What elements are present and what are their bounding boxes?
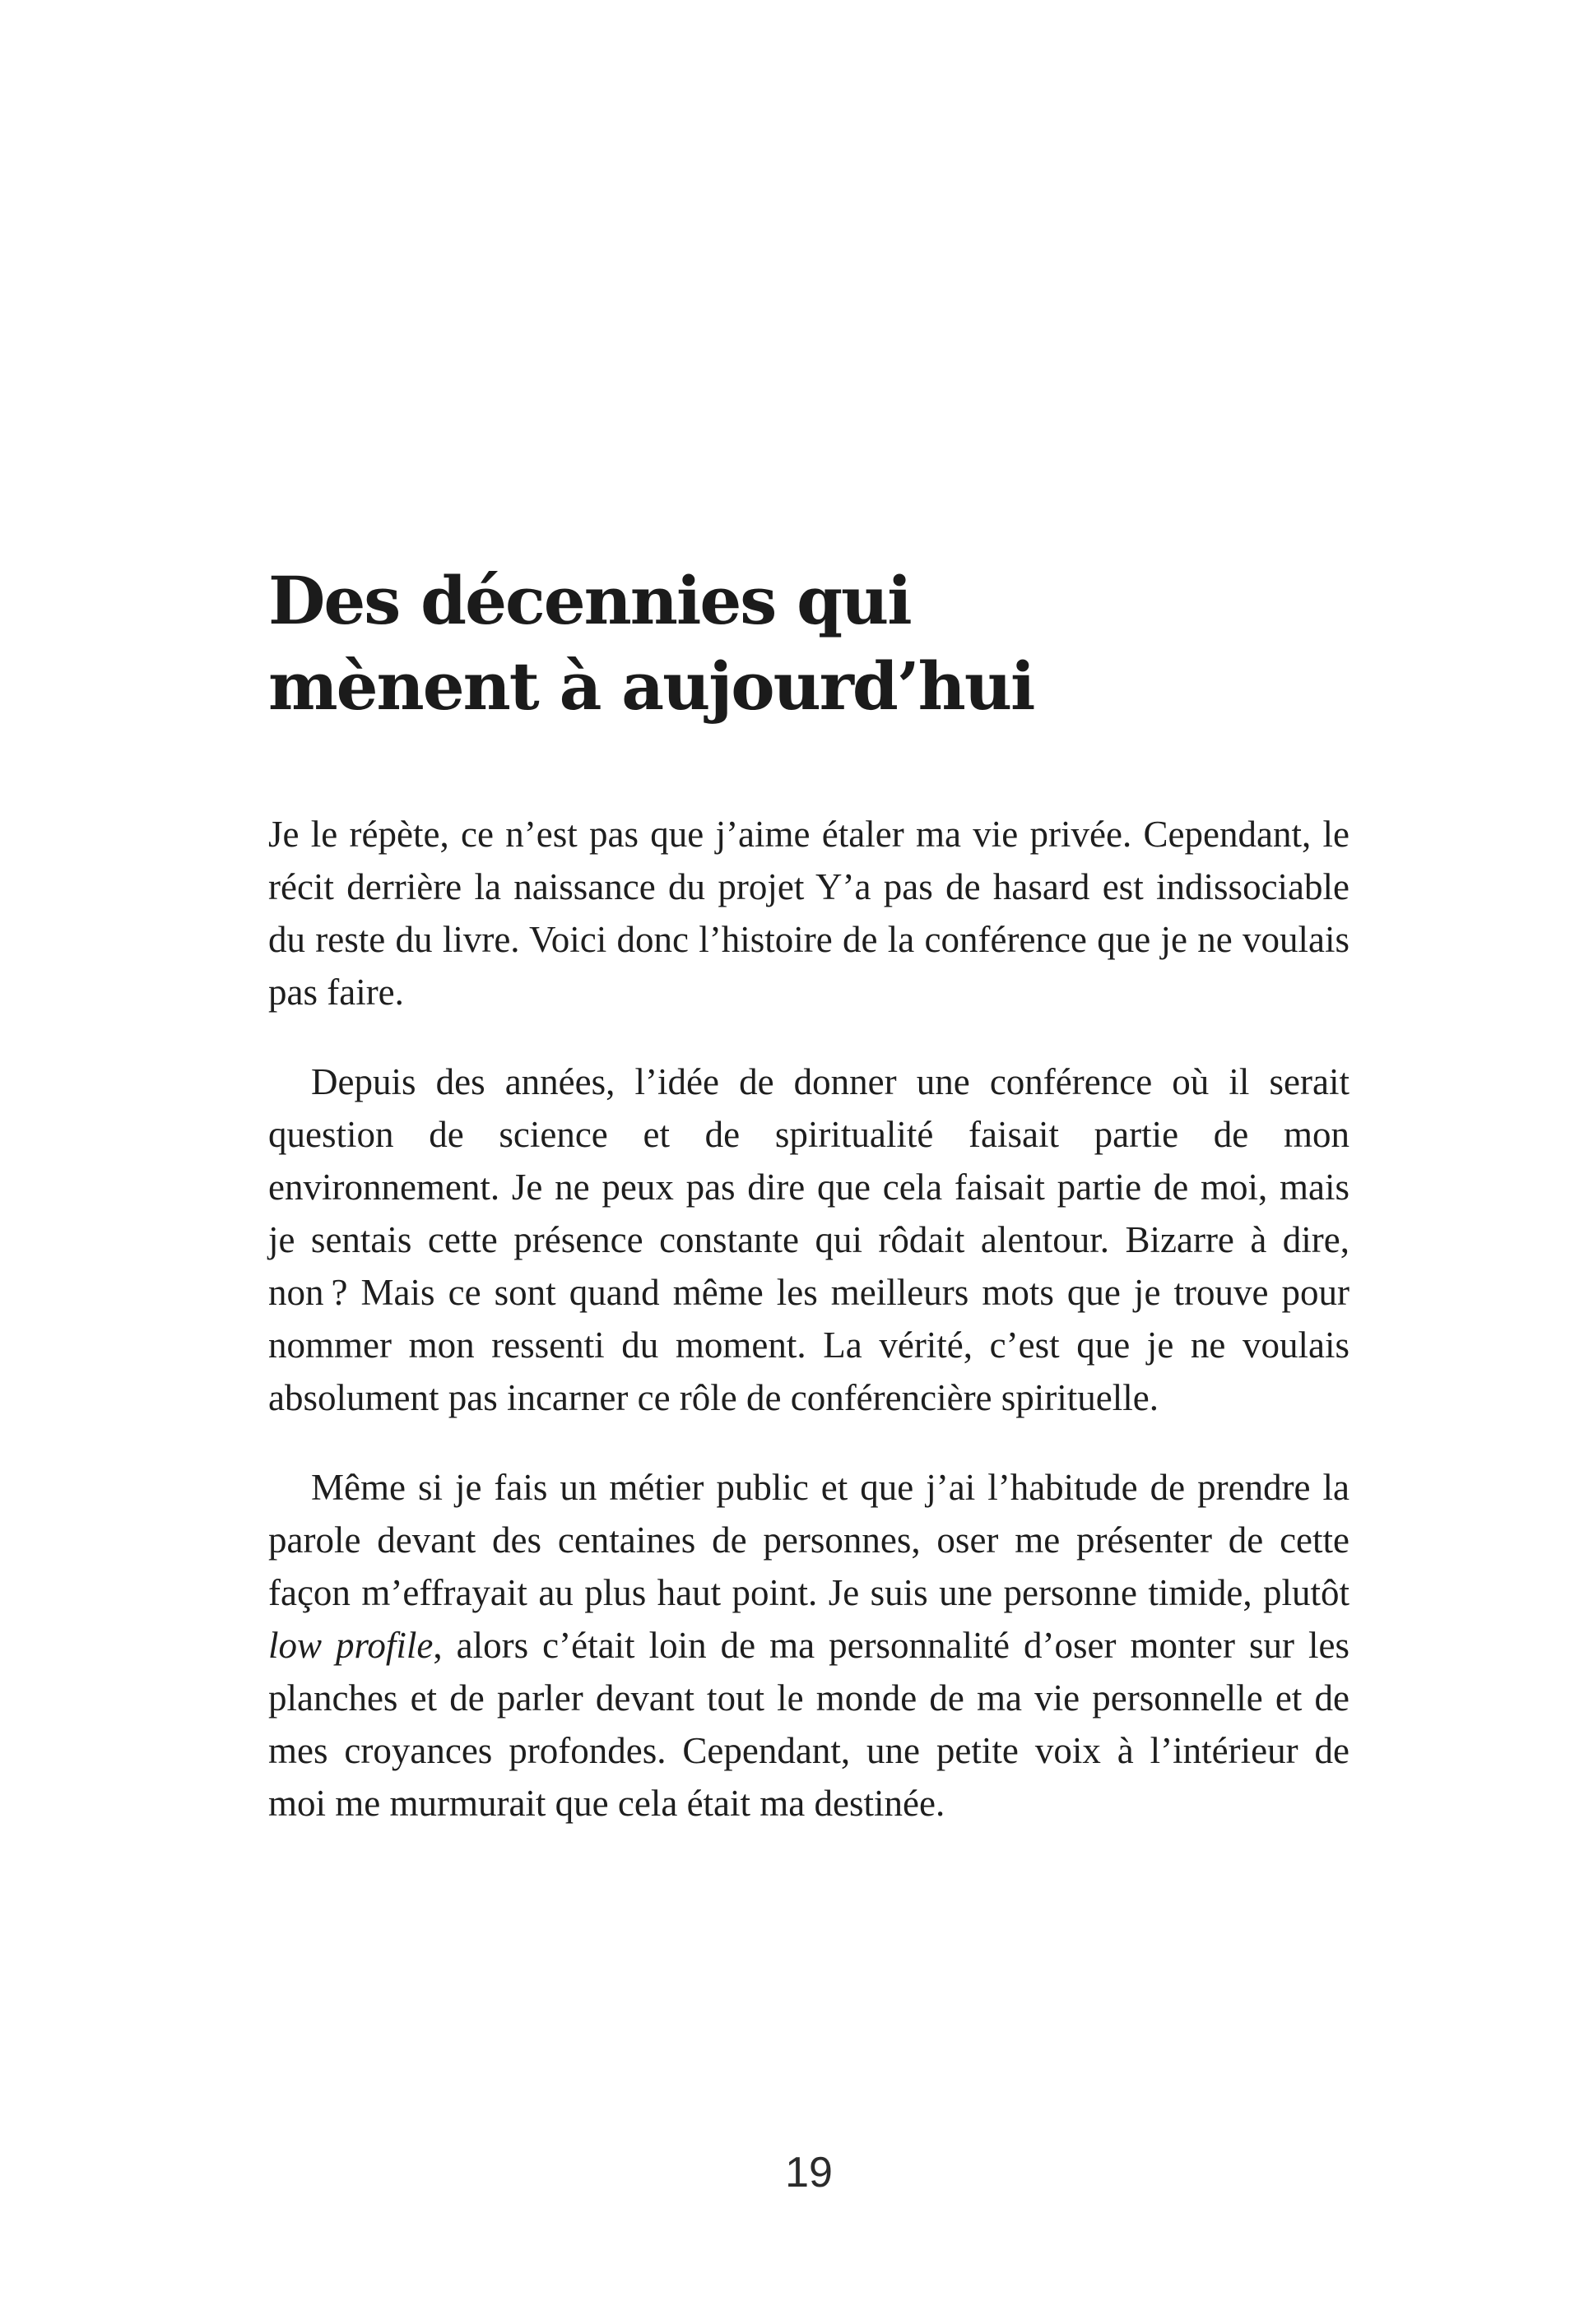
paragraph-2: [268, 1055, 1349, 1424]
italic-text: low profile: [268, 1625, 434, 1666]
chapter-title-line-2: mènent à aujourd’hui: [268, 647, 1034, 725]
paragraph-text: Je le répète, ce n’est pas que j’aime étaler ma vie privée. Cependant, le récit derrière la naissance du projet Y’a pas de hasard est indissociable du reste du livre. Voici donc l’histoire de la conférence que je ne voulais pas faire.: [268, 814, 1349, 1013]
paragraph-3: [268, 1461, 1349, 1830]
paragraph-text: Même si je fais un métier public et que j’ai l’habitude de prendre la parole devant des centaines de personnes, oser me présenter de cette façon m’effrayait au plus haut point. Je suis une personne timide, plutôt: [268, 1467, 1349, 1613]
paragraph-1: [268, 808, 1349, 1018]
chapter-title: [268, 558, 1354, 729]
paragraph-text: , alors c’était loin de ma personnalité d’oser monter sur les planches et de parler devant tout le monde de ma vie personnelle et de mes croyances profondes. Cependant, une petite voix à l’intérieur de moi me murmurait que cela était ma destinée.: [268, 1625, 1350, 1824]
paragraph-text: Depuis des années, l’idée de donner une conférence où il serait question de science et de spiritualité faisait partie de mon environnement. Je ne peux pas dire que cela faisait partie de moi, mais je sentais cette présence constante qui rôdait alentour. Bizarre à dire, non ? Mais ce sont quand même les meilleurs mots que je trouve pour nommer mon ressenti du moment. La vérité, c’est que je ne voulais absolument pas incarner ce rôle de conférencière spirituelle.: [268, 1061, 1349, 1418]
chapter-title-line-1: Des décennies qui: [268, 562, 911, 639]
page-number: 19: [785, 2149, 833, 2196]
body-text: [268, 808, 1349, 1830]
